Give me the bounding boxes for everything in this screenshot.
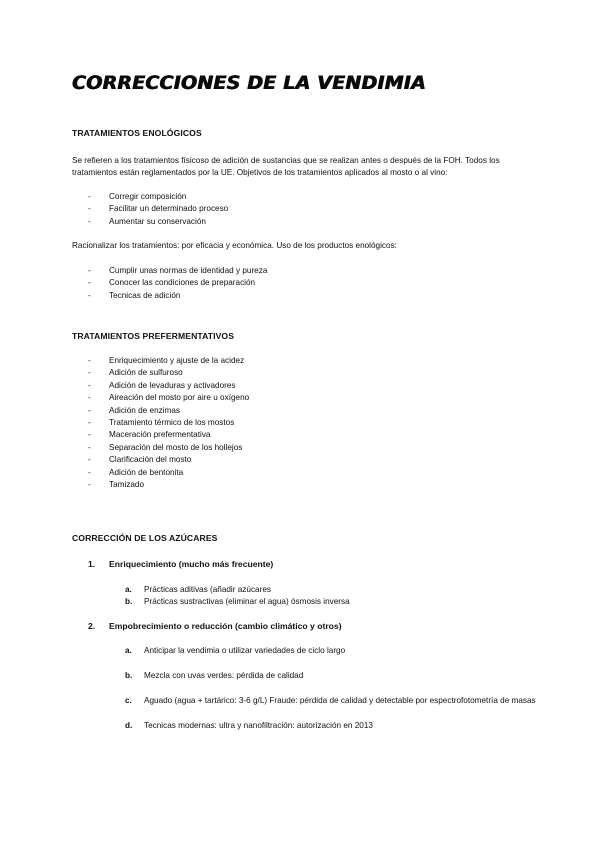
list-item: b. Mezcla con uvas verdes: pérdida de calidad	[125, 671, 304, 680]
list-item: - Adición de bentonita	[88, 467, 184, 477]
section-heading-tratamientos-enologicos: TRATAMIENTOS ENOLÓGICOS	[72, 128, 202, 138]
list-item: - Tecnicas de adición	[88, 290, 181, 300]
list-item: - Tamizado	[88, 480, 145, 490]
section-heading-tratamientos-prefermentativos: TRATAMIENTOS PREFERMENTATIVOS	[72, 331, 235, 341]
list-item: - Adición de levaduras y activadores	[88, 380, 236, 390]
rationale-paragraph: Racionalizar los tratamientos: por eficacia y económica. Uso de los productos enológicos:	[72, 241, 397, 250]
item-label: Enriquecimiento (mucho más frecuente)	[109, 559, 274, 569]
section-heading-correccion-azucares: CORRECCIÓN DE LOS AZÚCARES	[72, 533, 218, 543]
objectives-list	[88, 191, 228, 228]
rationale-list	[88, 265, 267, 302]
list-item: - Maceración prefermentativa	[88, 430, 211, 440]
list-item: - Cumplir unas normas de identidad y pureza	[88, 266, 268, 275]
list-item: a. Prácticas aditivas (añadir azúcares	[125, 585, 271, 594]
page-title: CORRECCIONES DE LA VENDIMIA	[72, 72, 426, 94]
list-item: - Clarificación del mosto	[88, 455, 192, 465]
enriquecimiento-sublist	[125, 584, 539, 608]
list-item: - Corregir composición	[88, 192, 187, 201]
list-item: - Adición de sulfuroso	[88, 368, 183, 378]
item-label: Empobrecimiento o reducción (cambio climático y otros)	[109, 621, 342, 631]
prefermentative-list	[88, 355, 249, 491]
list-item: - Conocer las condiciones de preparación	[88, 278, 256, 288]
list-item: - Tratamiento térmico de los mostos	[88, 418, 235, 428]
list-item: - Separación del mosto de los hollejos	[88, 442, 243, 452]
list-item: - Facilitar un determinado proceso	[88, 204, 229, 214]
list-item: - Adición de enzimas	[88, 405, 180, 415]
empobrecimiento-sublist	[125, 645, 539, 732]
list-item: a. Anticipar la vendimia o utilizar variedades de ciclo largo	[125, 646, 346, 655]
list-item: - Aumentar su conservación	[88, 216, 206, 226]
item-number: 2.	[88, 621, 96, 631]
item-number: 1.	[88, 559, 96, 569]
list-item: - Aireación del mosto por aire u oxígeno	[88, 393, 250, 403]
list-item: c. Aguado (agua + tartárico: 3-6 g/L) Fraude: pérdida de calidad y detectable por espectrofotometría de masas	[125, 696, 536, 705]
list-item: b. Prácticas sustractivas (eliminar el agua) ósmosis inversa	[125, 597, 350, 606]
intro-paragraph: Se refieren a los tratamientos físicoso de adición de sustancias que se realizan antes o después de la FOH. Todos los tratamientos están reglamentados por la UE. Objetivos de los tratamientos aplicados al mosto o al vino:	[72, 156, 500, 177]
list-item: - Enriquecimiento y ajuste de la acidez	[88, 356, 245, 365]
list-item: d. Tecnicas modernas: ultra y nanofiltración: autorización en 2013	[125, 721, 373, 730]
